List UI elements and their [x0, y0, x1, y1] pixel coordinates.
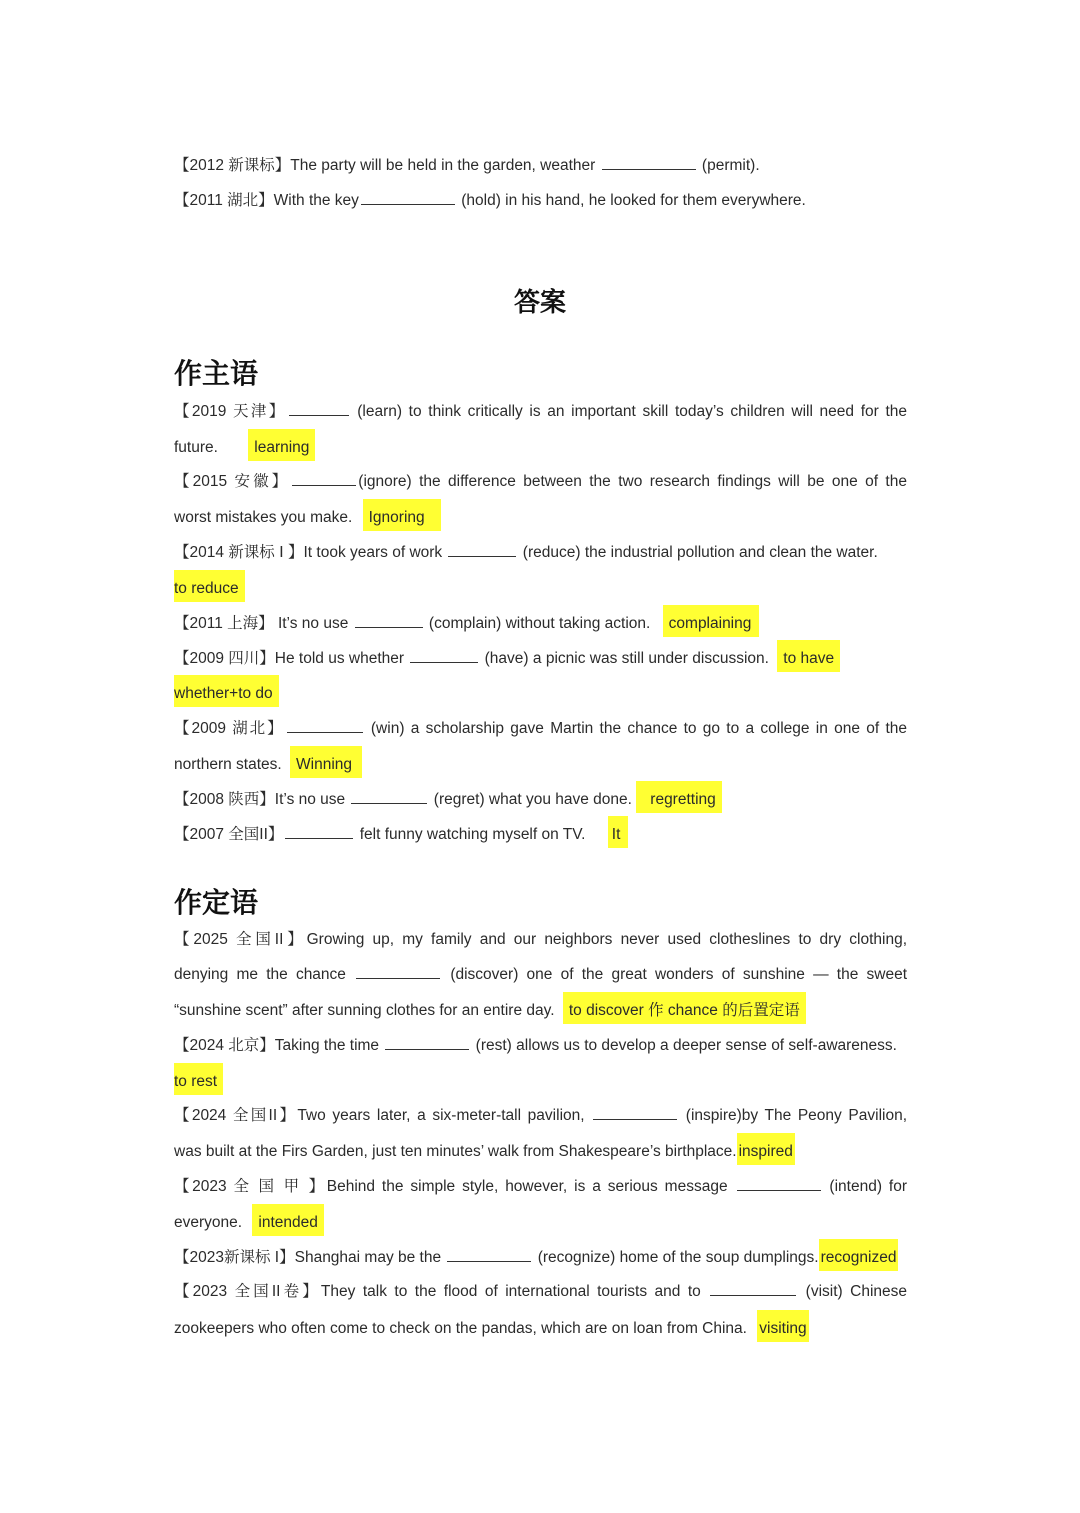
question-source: 【2024 全国II】: [174, 1107, 298, 1124]
question-text: future.: [174, 439, 218, 456]
answer-highlight-note: whether+to do: [174, 675, 279, 707]
question-text: (recognize) home of the soup dumplings.: [533, 1249, 819, 1266]
question-text: Growing up, my family and our neighbors never used clotheslines to dry clothing,: [306, 931, 907, 948]
question-text: It’s no use: [274, 791, 350, 808]
answer-blank: [292, 471, 356, 486]
answer-blank: [593, 1105, 677, 1120]
intro-question-2: [174, 183, 907, 218]
question-text: Two years later, a six-meter-tall pavilion,: [297, 1107, 592, 1124]
question-text: Shanghai may be the: [294, 1249, 446, 1266]
s2-question-3: [174, 1098, 907, 1133]
question-text: (have) a picnic was still under discussion.: [480, 650, 769, 667]
question-source: 【2023 全国II卷】: [174, 1283, 321, 1300]
answer-highlight: recognized: [819, 1239, 899, 1271]
s2-question-1-line3: [174, 992, 907, 1027]
question-text: (regret) what you have done.: [429, 791, 632, 808]
question-source: 【2009 四川】: [174, 650, 275, 667]
s2-question-2-cont: [174, 1063, 907, 1098]
question-text: felt funny watching myself on TV.: [355, 826, 586, 843]
answer-blank: [355, 613, 423, 628]
question-source: 【2019 天津】: [174, 403, 287, 420]
question-text: (hold) in his hand, he looked for them everywhere.: [456, 192, 806, 209]
question-source: 【2007 全国II】: [174, 826, 284, 843]
question-text: It took years of work: [303, 544, 447, 561]
answer-blank: [289, 401, 349, 416]
answer-blank: [710, 1281, 796, 1296]
s1-question-2-cont: [174, 499, 907, 534]
section-title-attributive: 作定语: [174, 886, 259, 919]
s2-question-1-line2: [174, 957, 907, 992]
s2-question-6-cont: [174, 1310, 907, 1345]
question-text: (visit) Chinese: [798, 1283, 908, 1300]
answer-blank: [410, 648, 478, 663]
question-text: zookeepers who often come to check on the pandas, which are on loan from China.: [174, 1320, 747, 1337]
answer-highlight: to have: [777, 640, 840, 672]
answer-blank: [356, 964, 440, 979]
question-text: “sunshine scent” after sunning clothes for an entire day.: [174, 1002, 555, 1019]
answers-heading: 答案: [513, 288, 566, 318]
question-text: everyone.: [174, 1214, 243, 1231]
question-source: 【2008 陕西】: [174, 791, 275, 808]
question-text: (intend) for: [822, 1178, 907, 1195]
question-source: 【2012 新课标】: [174, 157, 291, 174]
s2-question-6: [174, 1274, 907, 1309]
question-source: 【2025 全国II】: [174, 931, 307, 948]
s1-question-5: [174, 640, 907, 675]
question-text: (permit).: [697, 157, 760, 174]
answer-highlight: complaining: [663, 605, 760, 637]
answer-highlight: Ignoring: [363, 499, 441, 531]
answer-highlight: to discover 作 chance 的后置定语: [563, 992, 806, 1024]
question-text: He told us whether: [274, 650, 409, 667]
answer-highlight: It: [608, 816, 629, 848]
question-text: (discover) one of the great wonders of sunshine — the sweet: [442, 966, 908, 983]
question-text: northern states.: [174, 756, 282, 773]
answer-blank: [287, 718, 363, 733]
s1-question-2: [174, 464, 907, 499]
answer-highlight: to reduce: [174, 570, 245, 602]
s1-question-4: [174, 605, 907, 640]
answer-highlight: intended: [252, 1204, 323, 1236]
s1-question-8: [174, 816, 907, 851]
question-text: (learn) to think critically is an important skill today’s children will need for the: [350, 403, 907, 420]
answer-blank: [351, 789, 427, 804]
s1-question-5-cont: [174, 675, 907, 710]
question-source: 【2015 安徽】: [174, 473, 291, 490]
question-text: It’s no use: [273, 615, 353, 632]
answer-highlight: inspired: [737, 1133, 795, 1165]
s2-question-4-cont: [174, 1204, 907, 1239]
s1-question-6-cont: [174, 746, 907, 781]
answer-highlight: to rest: [174, 1063, 223, 1095]
answer-blank: [447, 1247, 531, 1262]
question-text: worst mistakes you make.: [174, 509, 353, 526]
s1-question-1-cont: [174, 429, 907, 464]
question-text: was built at the Firs Garden, just ten minutes’ walk from Shakespeare’s birthplace.: [174, 1143, 737, 1160]
question-text: (win) a scholarship gave Martin the chance to go to a college in one of the: [364, 720, 907, 737]
s1-question-7: [174, 781, 907, 816]
answer-blank: [737, 1176, 821, 1191]
s2-question-3-cont: [174, 1133, 907, 1168]
answer-highlight: visiting: [757, 1310, 808, 1342]
intro-question-1: [174, 148, 907, 183]
question-source: 【2023 全 国 甲 】: [174, 1178, 327, 1195]
s1-question-3-cont: [174, 570, 907, 605]
answer-highlight: Winning: [290, 746, 362, 778]
s2-question-5: [174, 1239, 907, 1274]
answer-blank: [602, 155, 696, 170]
question-text: Taking the time: [274, 1037, 384, 1054]
answer-blank: [285, 824, 353, 839]
question-text: They talk to the flood of international tourists and to: [320, 1283, 709, 1300]
question-text: denying me the chance: [174, 966, 355, 983]
answer-highlight: regretting: [636, 781, 721, 813]
answer-blank: [448, 542, 516, 557]
question-text: (rest) allows us to develop a deeper sense of self-awareness.: [471, 1037, 897, 1054]
question-source: 【2014 新课标 Ⅰ 】: [174, 544, 304, 561]
answer-blank: [385, 1035, 469, 1050]
question-text: (reduce) the industrial pollution and clean the water.: [518, 544, 878, 561]
section-title-subject: 作主语: [174, 357, 259, 390]
question-source: 【2011 上海】: [174, 615, 274, 632]
s2-question-2: [174, 1028, 907, 1063]
s1-question-6: [174, 711, 907, 746]
s2-question-1: [174, 922, 907, 957]
s1-question-3: [174, 535, 907, 570]
question-text: Behind the simple style, however, is a serious message: [326, 1178, 735, 1195]
question-source: 【2011 湖北】: [174, 192, 274, 209]
s2-question-4: [174, 1169, 907, 1204]
question-source: 【2009 湖北】: [174, 720, 285, 737]
question-source: 【2023新课标 I】: [174, 1249, 295, 1266]
answer-blank: [361, 190, 455, 205]
question-text: (complain) without taking action.: [424, 615, 651, 632]
answer-highlight: learning: [248, 429, 315, 461]
question-text: (inspire)by The Peony Pavilion,: [679, 1107, 908, 1124]
question-source: 【2024 北京】: [174, 1037, 275, 1054]
s1-question-1: [174, 394, 907, 429]
question-text: With the key: [273, 192, 359, 209]
question-text: (ignore) the difference between the two research findings will be one of the: [358, 473, 907, 490]
question-text: The party will be held in the garden, weather: [290, 157, 600, 174]
